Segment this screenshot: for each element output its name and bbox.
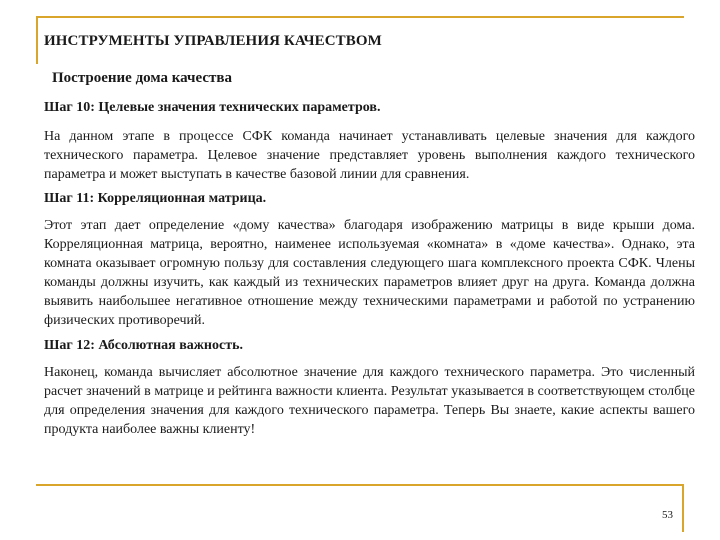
step-12-text: Наконец, команда вычисляет абсолютное значение для каждого технического параметра. Это численный расчет значений в матрице и рейтинга важности клиента. Результат указывается в соответствующем столбце для определения значения для каждого технического параметра. Теперь Вы знаете, какие аспекты вашего продукта наиболее важны клиенту! (44, 365, 695, 437)
right-rule (682, 484, 684, 532)
bottom-rule (36, 484, 684, 486)
step-12-heading: Шаг 12: Абсолютная важность. (44, 338, 243, 353)
top-rule (36, 16, 684, 18)
step-11-text: Этот этап дает определение «дому качества» благодаря изображению матрицы в виде крыши дома. Корреляционная матрица, вероятно, наименее используемая «комната» в «доме качества». Однако, эта комната оказывает огромную пользу для составления следующего шага комплексного проекта СФК. Члены команды должны изучить, как каждый из технических параметров влияет друг на друга. Команда должна выявить наибольшее негативное отношение между техническими параметрами и работой по устранению физических противоречий. (44, 218, 695, 328)
step-10-heading: Шаг 10: Целевые значения технических параметров. (44, 100, 381, 115)
slide-title: ИНСТРУМЕНТЫ УПРАВЛЕНИЯ КАЧЕСТВОМ (44, 33, 382, 49)
page-number: 53 (662, 509, 673, 521)
step-10-text: На данном этапе в процессе СФК команда начинает устанавливать целевые значения для каждого технического параметра. Целевое значение представляет уровень выполнения каждого технического параметра и может выступать в качестве базовой линии для сравнения. (44, 129, 695, 182)
slide-subtitle: Построение дома качества (52, 70, 232, 86)
left-rule (36, 16, 38, 64)
step-11-heading: Шаг 11: Корреляционная матрица. (44, 191, 267, 206)
